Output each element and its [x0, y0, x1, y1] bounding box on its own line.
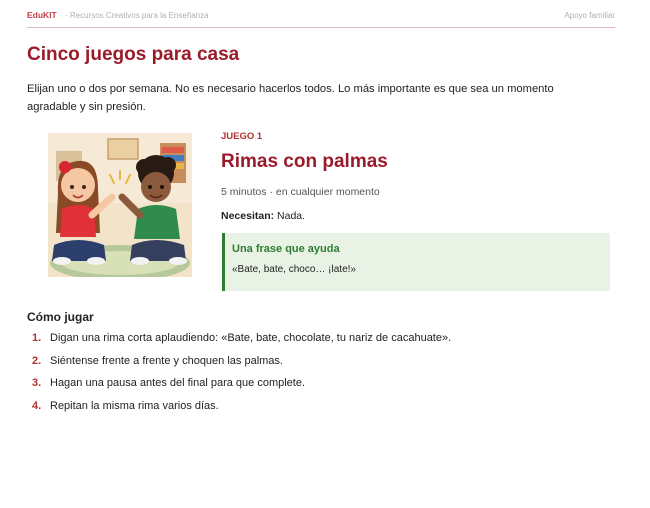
- brand-tagline: · Recursos Creativos para la Enseñanza: [65, 11, 209, 20]
- step-text: Hagan una pausa antes del final para que complete.: [50, 377, 306, 389]
- how-to-play-heading: Cómo jugar: [27, 310, 94, 324]
- list-item: [27, 399, 607, 422]
- callout-title: Una frase que ayuda: [232, 243, 340, 255]
- materials-value: Nada.: [274, 210, 306, 222]
- intro-text: Elijan uno o dos por semana. No es necesario hacerlos todos. Lo más importante es que sea un momento agradable y sin presión.: [27, 83, 554, 113]
- list-item: [27, 376, 607, 399]
- top-bar: [27, 9, 615, 28]
- step-number: 2.: [32, 354, 42, 367]
- step-number: 1.: [32, 332, 42, 344]
- game-materials: [221, 210, 305, 222]
- step-text: Digan una rima corta aplaudiendo: «Bate, bate, chocolate, tu nariz de cacahuate».: [50, 332, 452, 344]
- callout-text: «Bate, bate, choco… ¡late!»: [232, 264, 356, 275]
- game-number-label: JUEGO 1: [221, 131, 263, 142]
- step-number: 4.: [32, 399, 42, 412]
- step-number: 3.: [32, 377, 42, 389]
- children-clapping-illustration: [48, 133, 192, 277]
- step-text: Repitan la misma rima varios días.: [50, 399, 219, 412]
- section-label: Apoyo familiar: [564, 11, 615, 20]
- list-item: [27, 354, 607, 377]
- list-item: [27, 331, 607, 354]
- materials-label: Necesitan:: [221, 210, 275, 222]
- brand-logo: EduKIT: [27, 10, 57, 20]
- page-title: Cinco juegos para casa: [27, 44, 240, 65]
- game-duration: 5 minutos · en cualquier momento: [221, 186, 380, 198]
- steps-list: [27, 331, 607, 421]
- step-text: Siéntense frente a frente y choquen las palmas.: [50, 354, 283, 367]
- game-title: Rimas con palmas: [221, 151, 388, 172]
- helpful-phrase-callout: [222, 233, 610, 291]
